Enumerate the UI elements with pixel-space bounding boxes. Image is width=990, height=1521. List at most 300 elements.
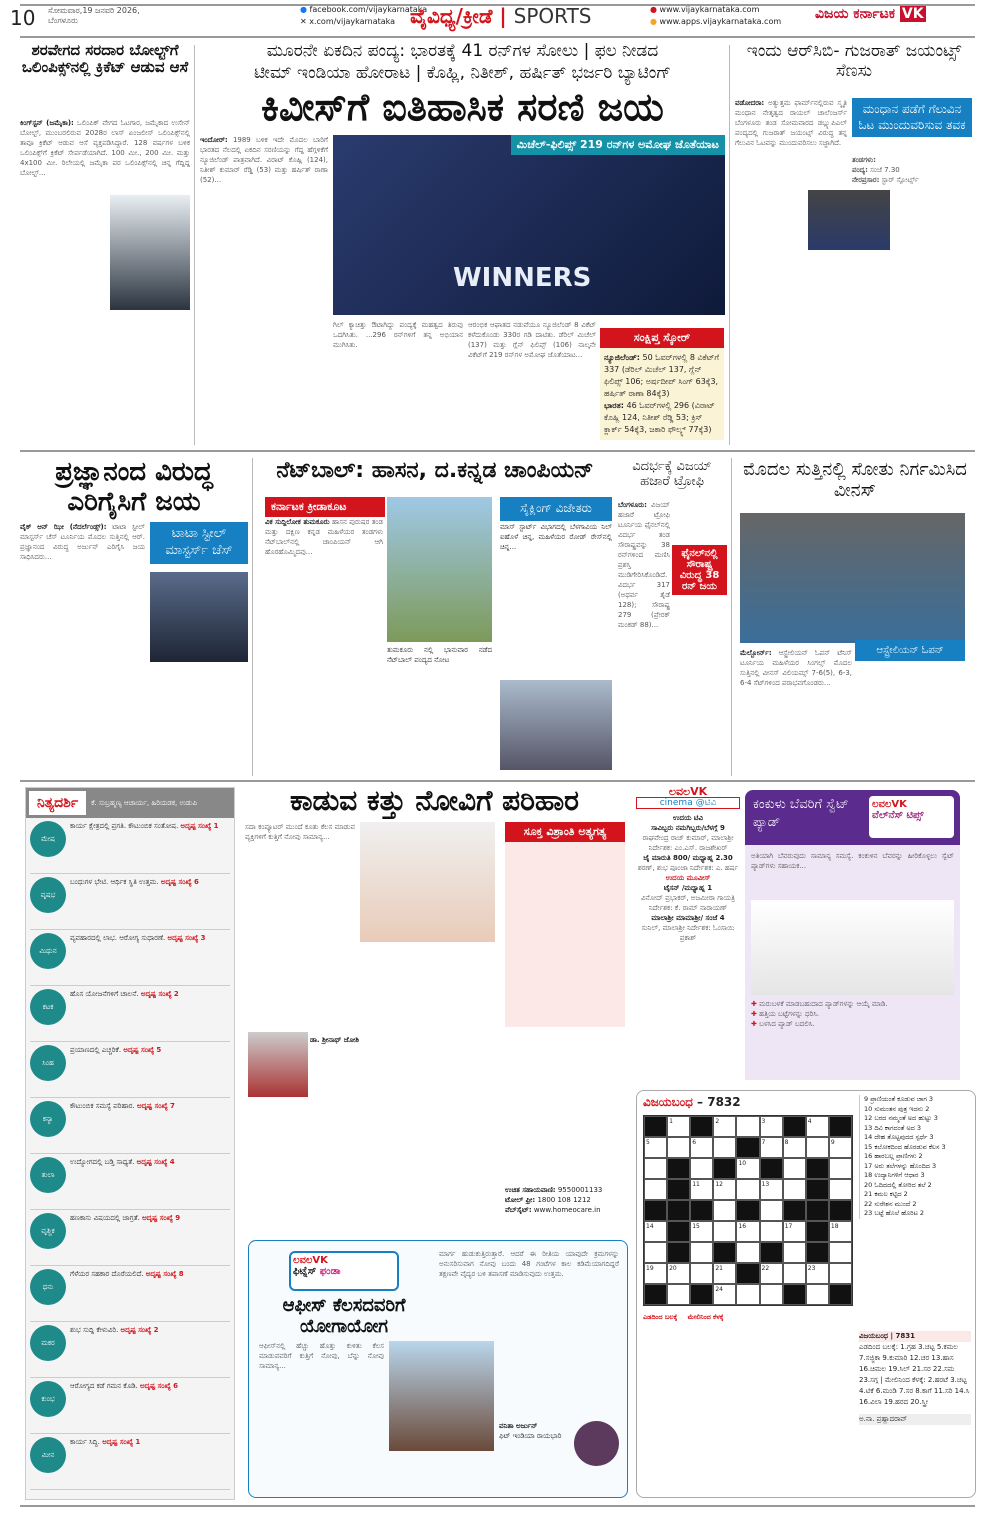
crossword-cell[interactable] bbox=[667, 1284, 690, 1305]
zodiac-icon: ಸಿಂಹ bbox=[30, 1045, 66, 1081]
logo-badge: VK bbox=[901, 6, 924, 22]
score-title: ಸಂಕ್ಷಿಪ್ತ ಸ್ಕೋರ್ bbox=[600, 328, 724, 348]
chess-photo bbox=[150, 572, 248, 662]
zodiac-icon: ಕುಂಭ bbox=[30, 1381, 66, 1417]
newspaper-logo bbox=[815, 6, 926, 22]
crossword-block bbox=[690, 1284, 713, 1305]
horoscope-text: ಕೌಟುಂಬಿಕ ಸಮಸ್ಯೆ ಪರಿಹಾರ. bbox=[70, 1102, 135, 1110]
phone-number[interactable]: 9550001133 bbox=[557, 1186, 603, 1194]
hazare-headline: ವಿದರ್ಭಕ್ಕೆ ವಿಜಯ್ ಹಜಾರೆ ಟ್ರೋಫಿ bbox=[632, 459, 712, 489]
fitness-funda-logo bbox=[289, 1251, 399, 1291]
crossword-cell[interactable] bbox=[736, 1284, 759, 1305]
karnataka-games-tag: ಕರ್ನಾಟಕ ಕ್ರೀಡಾಕೂಟ bbox=[265, 497, 385, 517]
crossword-cell[interactable] bbox=[644, 1242, 667, 1263]
wellness-tip bbox=[751, 1019, 954, 1029]
crossword-clue: 18 ಉದ್ಯಾನಿಗಳಿಗೆ ಆಧಾರ 3 bbox=[864, 1171, 925, 1179]
crossword-block bbox=[806, 1179, 829, 1200]
channel-udaya-movies: ಉದಯ ಮೂವೀಸ್ bbox=[665, 874, 711, 882]
crossword-cell[interactable]: 5 bbox=[644, 1137, 667, 1158]
lucky-number: 1 bbox=[213, 822, 219, 830]
horoscope-item bbox=[30, 1098, 230, 1154]
crossword-clue: 16 ಹಾರಬಲ್ಲ ಪ್ರಾಣಿಗಳು 2 bbox=[864, 1152, 923, 1160]
crossword-cell[interactable] bbox=[736, 1179, 759, 1200]
crossword-cell[interactable] bbox=[783, 1263, 806, 1284]
crossword-cell[interactable] bbox=[667, 1137, 690, 1158]
horoscope-text: ಶುಭ ಸುದ್ದಿ ಕೇಳುವಿರಿ. bbox=[70, 1326, 119, 1334]
winners-banner: WINNERS bbox=[453, 263, 592, 293]
crossword-block bbox=[736, 1137, 759, 1158]
crossword-block bbox=[829, 1284, 852, 1305]
rcb-dateline: ವಡೋದರಾ: bbox=[735, 99, 765, 107]
page-bottom-rule bbox=[20, 1505, 975, 1507]
crossword-block bbox=[644, 1284, 667, 1305]
crossword-cell[interactable] bbox=[760, 1200, 783, 1221]
crossword-block bbox=[713, 1242, 736, 1263]
horoscope-text: ಆರೋಗ್ಯದ ಕಡೆ ಗಮನ ಕೊಡಿ. bbox=[70, 1382, 138, 1390]
crossword-cell[interactable] bbox=[713, 1200, 736, 1221]
crossword-cell[interactable]: 19 bbox=[644, 1263, 667, 1284]
logo-text: ವಿಜಯ ಕರ್ನಾಟಕ bbox=[815, 6, 896, 22]
crossword-clue: 14 ದೇಹ ತೊಟ್ಟಪುದದ ಸ್ಪರ್ಧೆ 3 bbox=[864, 1133, 934, 1141]
crossword-cell[interactable]: 9 bbox=[829, 1137, 852, 1158]
bolt-body: ಒಲಿಂಪಿಕ್ ವೇಗದ ಓಟಗಾರ, ಜಮೈಕಾದ ಉಸೇನ್ ಬೋಲ್ಟ್, ಮುಂಬರಲಿರುವ 2028ರ ಲಾಸ್ ಏಂಜಲೀಸ್ ಒಲಿಂಪಿಕ್ಸ್‌ನಲ್ಲಿ ತಾವೂ ಕ್ರಿಕೆಟ್ ಆಡುವ ಆಸೆ ವ್ಯಕ್ತಪಡಿಸಿದ್ದಾರೆ. 128 ವರ್ಷಗಳ ಬಳಿಕ ಒಲಿಂಪಿಕ್ಸ್‌ಗೆ ಕ್ರಿಕೆಟ್ ಸೇರ್ಪಡೆಯಾಗಿದೆ. 100 ಮೀ., 200 ಮೀ. ಮತ್ತು 4x100 ಮೀ. ರಿಲೇಯಲ್ಲಿ ಜಮೈಕಾ ಪರ ಒಲಿಂಪಿಕ್ಸ್‌ನಲ್ಲಿ ಚಿನ್ನ ಗೆದ್ದಿದ್ದ ಬೋಲ್ಟ್... bbox=[20, 119, 190, 177]
crossword-block bbox=[690, 1200, 713, 1221]
lucky-number: 4 bbox=[169, 1158, 175, 1166]
zodiac-icon: ವೃಶ್ಚಿಕ bbox=[30, 1213, 66, 1249]
divider bbox=[731, 458, 732, 776]
crossword-block bbox=[806, 1221, 829, 1242]
crossword-block bbox=[829, 1116, 852, 1137]
lucky-number: 6 bbox=[193, 878, 199, 886]
short-score-box bbox=[600, 328, 724, 440]
crossword-cell[interactable] bbox=[806, 1284, 829, 1305]
neck-pain-photo bbox=[360, 822, 495, 942]
logo-tag: ವೆಲ್‌ನೆಸ್ ಟಿಪ್ಸ್ bbox=[872, 810, 924, 821]
rcb-body: ಅತ್ಯುತ್ತಮ ಫಾರ್ಮ್‌ನಲ್ಲಿರುವ ಸ್ಮೃತಿ ಮಂಧಾನ ನೇತೃತ್ವದ ರಾಯಲ್ ಚಾಲೆಂಜರ್ಸ್ ಬೆಂಗಳೂರು ತಂಡ ಸೋಮವಾರದ ಡಬ್ಲ್ಯುಪಿಎಲ್ ಪಂದ್ಯದಲ್ಲಿ ಗುಜರಾತ್ ಜಯಂಟ್ಸ್ ವಿರುದ್ಧ ತನ್ನ ಗೆಲುವಿನ ಓಟವನ್ನು ಮುಂದುವರಿಸಲು ಸಜ್ಜಾಗಿದೆ. bbox=[735, 99, 847, 147]
horoscope-item bbox=[30, 1378, 230, 1434]
crossword-block bbox=[829, 1200, 852, 1221]
horoscope-list bbox=[26, 818, 234, 1490]
bolt-photo bbox=[110, 195, 190, 310]
zodiac-icon: ಕಟಕ bbox=[30, 989, 66, 1025]
lucky-label: ಅದೃಷ್ಟ ಸಂಖ್ಯೆ bbox=[180, 822, 212, 830]
crossword-cell[interactable]: 7 bbox=[760, 1137, 783, 1158]
crossword-cell[interactable] bbox=[690, 1242, 713, 1263]
apps-link[interactable]: www.apps.vijaykarnataka.com bbox=[659, 17, 782, 26]
answers-text: ಎಡದಿಂದ ಬಲಕ್ಕೆ: 1.ಗ್ರಹ 3.ಚಟ್ಟ 5.ಕಮಲ 7.ಸಜ್ಜಿಕಾ 9.ಕುಮಾರಿ 12.ಚರ 13.ಹಾಸ 16.ಚಿಮಲ 19.ಸಿಲ್ 21.ಸರ 22.ಸಮ 23.ಸಗ್ಗ | ಮೇಲಿನಿಂದ ಕೆಳಕ್ಕೆ: 2.ಹರಟೆ 3.ಚಟ್ಟ 4.ಟಿಕೆ 6.ಮಂಡಿ 7.ಸರ 8.ಕಾಗೆ 11.ಸರಿ 14.ಸಿ 16.ವಿಲಾ 19.ಹರದ 20.ಸ್ತ್ರೀ bbox=[859, 1343, 970, 1406]
main-kicker-1: ಮೂರನೇ ಏಕದಿನ ಪಂದ್ಯ: ಭಾರತಕ್ಕೆ 41 ರನ್‌ಗಳ ಸೋಲು | ಫಲ ನೀಡದ bbox=[266, 41, 659, 61]
horoscope-item bbox=[30, 874, 230, 930]
crossword-title bbox=[643, 1095, 853, 1110]
doctor-photo bbox=[248, 1032, 308, 1097]
contact-info bbox=[505, 1185, 630, 1215]
horoscope-item bbox=[30, 930, 230, 986]
logo-tag-2: ಫಂಡಾ bbox=[319, 1266, 341, 1277]
rcb-subhead: ಮಂಧಾನ ಪಡೆಗೆ ಗೆಲುವಿನ ಓಟ ಮುಂದುವರಿಸುವ ತವಕ bbox=[852, 98, 972, 137]
wellness-tips bbox=[745, 995, 960, 1033]
show-cast: ಶರಣ್, ಶುಭ ಪೂಂಜಾ ನಿರ್ದೇಶಕ: ಎ. ಹರ್ಷ bbox=[637, 864, 739, 872]
netball-article bbox=[265, 517, 383, 772]
crossword-cell[interactable] bbox=[829, 1179, 852, 1200]
author-role: ಫಿಟ್ ಇಂಡಿಯಾ ರಾಯಭಾರಿ bbox=[499, 1432, 562, 1440]
crossword-name: ವಿಜಯಬಂಧ bbox=[643, 1095, 693, 1109]
wellness-panel bbox=[745, 845, 960, 1080]
crossword-number: – 7832 bbox=[697, 1095, 741, 1109]
horoscope-text: ಗೆಳೆಯರ ಸಹಕಾರ ದೊರೆಯಲಿದೆ. bbox=[70, 1270, 144, 1278]
logo-text: ಲವಲVK bbox=[293, 1255, 328, 1266]
apps-icon: ● bbox=[650, 17, 657, 26]
channel-udaya-tv: ಉದಯ ಟಿವಿ bbox=[672, 814, 704, 822]
lucky-number: 2 bbox=[173, 990, 179, 998]
down-title: ಮೇಲಿನಿಂದ ಕೆಳಕ್ಕೆ bbox=[687, 1313, 724, 1321]
yoga-body-2: ಮಾರ್ಗ ಹುಡುಕುತ್ತಿರುತ್ತಾರೆ. ಆದರೆ ಈ ರೀತಿಯ ಯಾವುದೇ ಕ್ರಮಗಳನ್ನು ಅನುಸರಿಸುವಾಗ ನೋವು ಬಂದು 48 ಗಂಟೆಗಳ ಕಾಲ ಕಡಿಮೆಯಾಗದಿದ್ದರೆ ತಕ್ಷಣವೇ ವೈದ್ಯರ ಬಳಿ ತಪಾಸಣೆ ಮಾಡಿಸುವುದು ಉತ್ತಮ. bbox=[439, 1250, 619, 1278]
lucky-number: 6 bbox=[173, 1382, 178, 1390]
yoga-panel bbox=[248, 1240, 628, 1498]
pragg-headline: ಪ್ರಜ್ಞಾನಂದ ವಿರುದ್ಧ ಎರಿಗೈಸಿಗೆ ಜಯ bbox=[55, 457, 213, 517]
crossword-cell[interactable]: 6 bbox=[690, 1137, 713, 1158]
date-text: ಸೋಮವಾರ,19 ಜನವರಿ 2026, bbox=[48, 6, 140, 15]
facebook-icon: ● bbox=[300, 5, 307, 14]
netball-body: ಹಾಸನ ಪುರುಷರ ತಂಡ ಮತ್ತು ದಕ್ಷಿಣ ಕನ್ನಡ ಮಹಿಳೆಯರ ತಂಡಗಳು ನೆಟ್‌ಬಾಲ್‌ನಲ್ಲಿ ಚಾಂಪಿಯನ್ ಆಗಿ ಹೊರಹೊಮ್ಮಿದವು... bbox=[265, 518, 383, 556]
row-divider bbox=[20, 780, 975, 782]
netball-photo bbox=[387, 497, 492, 642]
tollfree-number[interactable]: 1800 108 1212 bbox=[537, 1196, 591, 1204]
horoscope-text: ಪ್ರಯಾಣದಲ್ಲಿ ಎಚ್ಚರಿಕೆ. bbox=[70, 1046, 122, 1054]
lucky-number: 7 bbox=[170, 1102, 175, 1110]
horoscope-title: ನಿತ್ಯದರ್ಶಿ bbox=[29, 791, 86, 815]
crossword-block bbox=[690, 1116, 713, 1137]
crossword-cell[interactable] bbox=[760, 1221, 783, 1242]
main-article-intro bbox=[200, 135, 328, 315]
divider bbox=[729, 45, 730, 445]
yoga-photo bbox=[389, 1341, 494, 1451]
crossword-cell[interactable]: 23 bbox=[806, 1263, 829, 1284]
horoscope-text: ಉದ್ಯೋಗದಲ್ಲಿ ಬಡ್ತಿ ಸಾಧ್ಯತೆ. bbox=[70, 1158, 135, 1166]
crossword-cell[interactable]: 21 bbox=[713, 1263, 736, 1284]
zodiac-icon: ಮಿಥುನ bbox=[30, 933, 66, 969]
show: ಸಾವಿಬ್ಬರು ನಮಗಿಬ್ಬರು/ಬೆಳಗ್ಗೆ 9 bbox=[651, 824, 725, 832]
wellness-body: ಅತಿಯಾಗಿ ಬೆವರುವುದು ಸಾಮಾನ್ಯ ಸಮಸ್ಯೆ. ಕಂಕುಳಿನ ಬೆವರನ್ನು ಹೀರಿಕೊಳ್ಳಲು ಸ್ವೆಟ್ ಪ್ಯಾಡ್‌ಗಳು ಸಹಾಯಕ... bbox=[751, 852, 954, 870]
globe-icon: ● bbox=[650, 5, 657, 14]
crossword-block bbox=[783, 1116, 806, 1137]
show-cast: ಸುನಿಲ್, ಮಾಲಾಶ್ರೀ ನಿರ್ದೇಶಕ: ಓಂಸಾಯಿ ಪ್ರಕಾಶ್ bbox=[641, 924, 735, 942]
crossword-cell[interactable]: 12 bbox=[713, 1179, 736, 1200]
crossword-block bbox=[736, 1200, 759, 1221]
tip-text: ಹತ್ತಿಯ ಬಟ್ಟೆಗಳನ್ನು ಧರಿಸಿ. bbox=[759, 1010, 820, 1018]
ind-label: ಭಾರತ: bbox=[604, 401, 624, 410]
lucky-number: 3 bbox=[200, 934, 206, 942]
show: ಜೈ ಮಾರುತಿ 800/ ಮಧ್ಯಾಹ್ನ 2.30 bbox=[643, 854, 733, 862]
crossword-clue: 10 ಸುಮಂತನ ಪುತ್ರ ಇದನು 2 bbox=[864, 1104, 930, 1113]
crossword-block bbox=[783, 1284, 806, 1305]
zodiac-icon: ವೃಷಭ bbox=[30, 877, 66, 913]
main-kicker-2: ಟೀಮ್ ಇಂಡಿಯಾ ಹೋರಾಟ | ಕೊಹ್ಲಿ, ನಿತೀಶ್, ಹರ್ಷಿತ್ ಭರ್ಜರಿ ಬ್ಯಾಟಿಂಗ್ bbox=[253, 63, 672, 83]
phone-label: ಉಚಿತ ಸಹಾಯವಾಣಿ: bbox=[505, 1186, 556, 1194]
rest-box bbox=[505, 842, 625, 1027]
crossword-block bbox=[736, 1263, 759, 1284]
match-time: ಸಂಜೆ 7.30 bbox=[870, 166, 900, 174]
zodiac-icon: ಮೀನ bbox=[30, 1437, 66, 1473]
crossword-cell[interactable] bbox=[783, 1242, 806, 1263]
crossword-cell[interactable]: 13 bbox=[760, 1179, 783, 1200]
crossword-cell[interactable] bbox=[829, 1242, 852, 1263]
crossword-block bbox=[667, 1158, 690, 1179]
bullet-icon: ✚ bbox=[751, 1020, 757, 1028]
nz-score: 50 ಓವರ್‌ಗಳಲ್ಲಿ 8 ವಿಕೆಟ್‌ಗೆ 337 (ಡೆರಿಲ್ ಮಿಚೆಲ್ 137, ಗ್ಲೆನ್ ಫಿಲಿಪ್ಸ್ 106; ಅರ್ಷದೀಪ್ ಸಿಂಗ್ 63ಕ್ಕೆ3, ಹರ್ಷಿತ್ ರಾಣಾ 84ಕ್ಕೆ3) bbox=[604, 353, 720, 398]
main-body-3: ಆರಂಭಿಕ ಆಘಾತದ ನಡುವೆಯೂ ನ್ಯೂಜಿಲೆಂಡ್ 8 ವಿಕೆಟ್ ಕಳೆದುಕೊಂಡು 330ರ ಗಡಿ ದಾಟಿತು. ಡೆರಿಲ್ ಮಿಚೆಲ್ (137) ಮತ್ತು ಗ್ಲೆನ್ ಫಿಲಿಪ್ಸ್ (106) ನಾಲ್ಕನೇ ವಿಕೆಟ್‌ಗೆ 219 ರನ್‌ಗಳ ಅಮೋಘ ಜೊತೆಯಾಟ... bbox=[468, 321, 596, 359]
crossword-block bbox=[760, 1158, 783, 1179]
social-links bbox=[300, 4, 427, 28]
crossword-block bbox=[667, 1179, 690, 1200]
crossword-cell[interactable] bbox=[783, 1158, 806, 1179]
zodiac-icon: ತುಲಾ bbox=[30, 1157, 66, 1193]
hazare-article bbox=[618, 500, 670, 772]
zodiac-icon: ಮಕರ bbox=[30, 1325, 66, 1361]
time-label: ಪಂದ್ಯ: bbox=[852, 166, 868, 174]
teams-label: ತಂಡಗಳು: bbox=[852, 156, 876, 164]
cycling-photo bbox=[500, 680, 612, 770]
main-headline: ಕಿವೀಸ್‌ಗೆ ಐತಿಹಾಸಿಕ ಸರಣಿ ಜಯ bbox=[261, 85, 664, 129]
wellness-tips-logo bbox=[869, 796, 954, 838]
website-label: ವೆಬ್‌ಸೈಟ್: bbox=[505, 1206, 532, 1214]
crossword-block bbox=[760, 1242, 783, 1263]
wellness-headline: ಕಂಕುಳು ಬೆವರಿಗೆ ಸ್ವೆಟ್ ಪ್ಯಾಡ್ bbox=[753, 797, 849, 830]
crossword-cell[interactable]: 22 bbox=[760, 1263, 783, 1284]
crossword-block bbox=[667, 1221, 690, 1242]
crossword-cell[interactable] bbox=[760, 1284, 783, 1305]
broadcast-label: ನೇರಪ್ರಸಾರ: bbox=[852, 176, 880, 184]
bullet-icon: ✚ bbox=[751, 1010, 757, 1018]
crossword-cell[interactable] bbox=[806, 1137, 829, 1158]
across-title: ಎಡದಿಂದ ಬಲಕ್ಕೆ bbox=[643, 1313, 678, 1321]
show: ಟೈಸನ್ /ಮಧ್ಯಾಹ್ನ 1 bbox=[663, 884, 713, 892]
cinema-title: cinema @ಟಿವಿ bbox=[636, 797, 740, 809]
lucky-number: 2 bbox=[153, 1326, 159, 1334]
show: ಮಾಲಾಶ್ರೀ ಮಾಮಾಶ್ರೀ/ ಸಂಜೆ 4 bbox=[651, 914, 725, 922]
venus-headline: ಮೊದಲ ಸುತ್ತಿನಲ್ಲಿ ಸೋತು ನಿರ್ಗಮಿಸಿದ ವೀನಸ್ bbox=[743, 459, 967, 501]
horoscope-item bbox=[30, 1322, 230, 1378]
divider bbox=[252, 458, 253, 776]
venus-article bbox=[740, 648, 852, 773]
cinema-tv-panel bbox=[636, 787, 740, 1082]
lucky-label: ಅದೃಷ್ಟ ಸಂಖ್ಯೆ bbox=[140, 1382, 171, 1390]
crossword-cell[interactable]: 4 bbox=[806, 1116, 829, 1137]
crossword-clue: 21 ಕಮಲ ಕಟ್ಟಿದ 2 bbox=[864, 1190, 908, 1198]
lucky-label: ಅದೃಷ್ಟ ಸಂಖ್ಯೆ bbox=[142, 1214, 173, 1222]
crossword-cell[interactable]: 18 bbox=[829, 1221, 852, 1242]
horoscope-text: ವ್ಯವಹಾರದಲ್ಲಿ ಲಾಭ. ಆರೋಗ್ಯ ಸುಧಾರಣೆ. bbox=[70, 934, 166, 942]
cycling-body: ಮಾಸ್ ಸ್ಟಾರ್ಟ್ ವಿಭಾಗದಲ್ಲಿ ಬೆಳಗಾವಿಯ ನಿಲ್ ಐಹೊಳೆ ಚಿನ್ನ, ಮಹಿಳೆಯರ ರೋಡ್ ರೇಸ್‌ನಲ್ಲಿ ಚಿನ್ನ... bbox=[500, 523, 612, 551]
lucky-label: ಅದೃಷ್ಟ ಸಂಖ್ಯೆ bbox=[120, 1326, 152, 1334]
pragg-dateline: ವೈಕ್ ಆನ್ ಝೀ (ನೆದರ್ಲೆಂಡ್ಸ್): bbox=[20, 523, 107, 531]
crossword-cell[interactable]: 14 bbox=[644, 1221, 667, 1242]
lavalavk-logo: ಲವಲVK bbox=[668, 785, 708, 798]
crossword-cell[interactable] bbox=[713, 1137, 736, 1158]
x-link[interactable]: x.com/vijaykarnataka bbox=[309, 17, 396, 26]
crossword-credit: ಅ.ನಾ. ಪ್ರಹ್ಲಾದರಾವ್ bbox=[859, 1414, 971, 1425]
crossword-cell[interactable] bbox=[690, 1263, 713, 1284]
page-number: 10 bbox=[10, 6, 36, 30]
crossword-clue: 13 ದಿವಿ ಕಾಗದಂತೆ ಅದ 3 bbox=[864, 1123, 922, 1132]
netball-dateline: ವಿಕ ಸುದ್ದಿಲೋಕ ತುಮಕೂರು bbox=[265, 518, 330, 526]
horoscope-text: ಹೊಸ ಯೋಜನೆಗಳಿಗೆ ಚಾಲನೆ. bbox=[70, 990, 139, 998]
venus-photo bbox=[740, 513, 965, 643]
pragg-article bbox=[20, 522, 145, 772]
crossword-cell[interactable]: 8 bbox=[783, 1137, 806, 1158]
crossword-cell[interactable]: 1 bbox=[667, 1116, 690, 1137]
horoscope-item bbox=[30, 818, 230, 874]
lucky-number: 8 bbox=[178, 1270, 184, 1278]
crossword-cell[interactable] bbox=[783, 1179, 806, 1200]
crossword-cell[interactable]: 20 bbox=[667, 1263, 690, 1284]
crossword-clue: 20 ಓದಿದದಲ್ಲಿ ತೋರಿದ ತಲೆ 2 bbox=[864, 1180, 932, 1189]
horoscope-item bbox=[30, 1210, 230, 1266]
section-kannada: ವೈವಿಧ್ಯ/ಕ್ರೀಡೆ bbox=[410, 4, 493, 28]
main-body-1: 1989 ಬಳಿಕ ಇದೇ ಮೊದಲ ಬಾರಿಗೆ ಭಾರತದ ನೆಲದಲ್ಲಿ ಏಕದಿನ ಸರಣಿಯನ್ನು ಗೆದ್ದ ಹೆಗ್ಗಳಿಕೆಗೆ ನ್ಯೂಜಿಲೆಂಡ್ ಪಾತ್ರವಾಗಿದೆ. ವಿರಾಟ್ ಕೊಹ್ಲಿ (124), ನಿತೀಶ್ ಕುಮಾರ್ ರೆಡ್ಡಿ (53) ಮತ್ತು ಹರ್ಷಿತ್ ರಾಣಾ (52)... bbox=[200, 136, 328, 184]
horoscope-text: ಕಾರ್ಯ ಸಿದ್ಧಿ. bbox=[70, 1438, 101, 1446]
crossword-block bbox=[806, 1158, 829, 1179]
crossword-cell[interactable]: 17 bbox=[783, 1221, 806, 1242]
hazare-body: ವಿಜಯ್ ಹಜಾರೆ ಟ್ರೋಫಿ ಟೂರ್ನಿಯ ಫೈನಲ್‌ನಲ್ಲಿ ವಿದರ್ಭ ತಂಡ ಸೌರಾಷ್ಟ್ರವನ್ನು 38 ರನ್‌ಗಳಿಂದ ಮಣಿಸಿ ಪ್ರಶಸ್ತಿ ಮುಡಿಗೇರಿಸಿಕೊಂಡಿದೆ. ವಿದರ್ಭ 317 (ಅಥರ್ವ ತೈಡೆ 128); ಸೌರಾಷ್ಟ್ರ 279 (ಪ್ರೇರಕ್ ಮಂಕಡ್ 88)... bbox=[618, 501, 670, 629]
cycling-title: ಸೈಕ್ಲಿಂಗ್ ವಿಜೇತರು bbox=[500, 497, 612, 521]
lucky-number: 1 bbox=[135, 1438, 141, 1446]
horoscope-item bbox=[30, 1154, 230, 1210]
lucky-number: 5 bbox=[156, 1046, 162, 1054]
crossword-cell[interactable] bbox=[713, 1221, 736, 1242]
section-english: SPORTS bbox=[513, 4, 592, 28]
main-dateline: ಇಂದೋರ್: bbox=[200, 136, 228, 144]
x-icon: ✕ bbox=[300, 17, 307, 26]
horoscope-author: ಕೆ. ಸುಬ್ರಹ್ಮಣ್ಯ ಆಚಾರ್ಯ, ಹಿರಿಯಡಕ, ಉಡುಪಿ bbox=[91, 798, 198, 807]
yoga-body: ಆಫೀಸ್‌ನಲ್ಲಿ ಹೆಚ್ಚು ಹೊತ್ತು ಕುಳಿತು ಕೆಲಸ ಮಾಡುವವರಿಗೆ ಕುತ್ತಿಗೆ ನೋವು, ಬೆನ್ನು ನೋವು ಸಾಮಾನ್ಯ... bbox=[259, 1342, 384, 1370]
show-cast: ವಿನೋದ್ ಪ್ರಭಾಕರ್, ಅಜಮೀರಾ ಗಾಯತ್ರಿ ನಿರ್ದೇಶಕ: ಕೆ. ರಾಮ್ ನಾರಾಯಣ್ bbox=[641, 894, 735, 912]
facebook-link[interactable]: facebook.com/vijaykarnataka bbox=[309, 5, 428, 14]
crossword-cell[interactable] bbox=[736, 1116, 759, 1137]
issue-date bbox=[48, 6, 140, 26]
rcb-match-info bbox=[852, 155, 972, 445]
crossword-cell[interactable]: 2 bbox=[713, 1116, 736, 1137]
crossword-cell[interactable]: 3 bbox=[760, 1116, 783, 1137]
crossword-clue: 17 ಅರು ತಲೆಗಳನ್ನು ಹೊಂದಿದ 3 bbox=[864, 1161, 937, 1170]
crossword-cell[interactable] bbox=[690, 1158, 713, 1179]
row-divider bbox=[20, 450, 975, 452]
crossword-clue-headings bbox=[643, 1313, 853, 1322]
lucky-label: ಅದೃಷ್ಟ ಸಂಖ್ಯೆ bbox=[160, 878, 192, 886]
kiwis-team-photo bbox=[333, 135, 725, 315]
horoscope-text: ಹಣಕಾಸು ವಿಷಯದಲ್ಲಿ ಜಾಗ್ರತೆ. bbox=[70, 1214, 140, 1222]
city-text: ಬೆಂಗಳೂರು bbox=[48, 16, 78, 25]
crossword-cell[interactable] bbox=[644, 1158, 667, 1179]
crossword-cell[interactable] bbox=[829, 1263, 852, 1284]
crossword-clue: 9 ಪ್ರಾಣಿಯಂತೆ ಕೂಡುವ ಜಾಗ 3 bbox=[864, 1095, 934, 1103]
crossword-cell[interactable]: 10 bbox=[736, 1158, 759, 1179]
hazare-dateline: ಬೆಂಗಳೂರು: bbox=[618, 501, 647, 509]
horoscope-item bbox=[30, 986, 230, 1042]
tip-text: ಬಳಸಿದ ಪ್ಯಾಡ್ ಬದಲಿಸಿ. bbox=[759, 1020, 815, 1028]
crossword-clue: 12 ಬರದ ನಮ್ಮಂತೆ ಅದ ಹುಟ್ಟು 3 bbox=[864, 1114, 938, 1122]
crossword-clue: 22 ಸುರೇಶನ ಮುಂದೆ 2 bbox=[864, 1199, 917, 1208]
photo-caption: ಮಿಚೆಲ್-ಫಿಲಿಪ್ಸ್ 219 ರನ್‌ಗಳ ಅಮೋಘ ಜೊತೆಯಾಟ bbox=[511, 135, 725, 155]
yoga-author bbox=[499, 1421, 579, 1441]
lucky-number: 9 bbox=[175, 1214, 181, 1222]
zodiac-icon: ಮೇಷ bbox=[30, 821, 66, 857]
crossword-cell[interactable]: 11 bbox=[690, 1179, 713, 1200]
author-name: ವನಿತಾ ಅರ್ಜುನ್ bbox=[499, 1422, 538, 1430]
crossword-cell[interactable] bbox=[736, 1242, 759, 1263]
venus-body: ಆಸ್ಟ್ರೇಲಿಯನ್ ಓಪನ್ ಟೆನಿಸ್ ಟೂರ್ನಿಯ ಮಹಿಳೆಯರ ಸಿಂಗಲ್ಸ್ ಮೊದಲ ಸುತ್ತಿನಲ್ಲಿ ವೀನಸ್ ವಿಲಿಯಮ್ಸ್ 7-6(5), 6-3, 6-4 ಸೆಟ್‌ಗಳಿಂದ ಪರಾಭವಗೊಂಡರು... bbox=[740, 649, 852, 687]
doctor-name: ಡಾ. ಶ್ರೀನಾಥ್ ಜೋಶಿ bbox=[310, 1036, 360, 1044]
author-photo bbox=[574, 1421, 619, 1466]
wellness-tip bbox=[751, 1009, 954, 1019]
lucky-label: ಅದೃಷ್ಟ ಸಂಖ್ಯೆ bbox=[140, 990, 172, 998]
crossword-block bbox=[644, 1116, 667, 1137]
horoscope-header bbox=[26, 788, 234, 818]
crossword-clue: 23 ಬಟ್ಟೆ ಹೊಲೆ ಹೊರಿಟ 2 bbox=[864, 1209, 925, 1217]
lucky-label: ಅದೃಷ್ಟ ಸಂಖ್ಯೆ bbox=[136, 1158, 168, 1166]
bolt-dateline: ಕಿಂಗ್‌ಸ್ಟನ್ (ಜಮೈಕಾ): bbox=[20, 119, 74, 127]
ind-score: 46 ಓವರ್‌ಗಳಲ್ಲಿ 296 (ವಿರಾಟ್ ಕೊಹ್ಲಿ 124, ನಿತೀಶ್ ರೆಡ್ಡಿ 53; ಕ್ರಿಸ್ ಕ್ಲಾರ್ಕ್ 54ಕ್ಕೆ3, ಜಕಾರಿ ಫೌಲ್ಕ್ಸ್ 77ಕ್ಕೆ3) bbox=[604, 401, 715, 434]
rcb-article bbox=[735, 98, 847, 443]
divider bbox=[194, 45, 195, 445]
show-cast: ರಾಘವೇಂದ್ರ ರಾಜ್ ಕುಮಾರ್, ಮಾಲಾಶ್ರೀ ನಿರ್ದೇಶಕ: ಎಂ.ಎಸ್. ರಾಜಶೇಖರ್ bbox=[642, 834, 734, 852]
crossword-block bbox=[806, 1200, 829, 1221]
netball-photo-caption: ತುಮಕೂರು ನಲ್ಲಿ ಭಾನುವಾರ ನಡೆದ ನೆಟ್‌ಬಾಲ್ ಪಂದ್ಯದ ನೋಟ bbox=[387, 646, 492, 664]
hazare-box: ಫೈನಲ್‌ನಲ್ಲಿ ಸೌರಾಷ್ಟ್ರ ವಿರುದ್ಧ 38 ರನ್ ಜಯ bbox=[672, 545, 727, 595]
yoga-headline: ಆಫೀಸ್ ಕೆಲಸದವರಿಗೆ ಯೋಗಾಯೋಗ bbox=[282, 1295, 406, 1337]
sweat-pad-photo bbox=[751, 900, 954, 995]
crossword-cell[interactable]: 24 bbox=[713, 1284, 736, 1305]
homeocare-link[interactable]: www.homeocare.in bbox=[533, 1206, 601, 1214]
crossword-block bbox=[667, 1242, 690, 1263]
broadcast: ಸ್ಟಾರ್ ಸ್ಪೋರ್ಟ್ಸ್ bbox=[881, 176, 919, 184]
rest-box-title: ಸೂಕ್ತ ವಿಶ್ರಾಂತಿ ಅತ್ಯಗತ್ಯ bbox=[505, 822, 625, 842]
zodiac-icon: ಧನು bbox=[30, 1269, 66, 1305]
pain-headline: ಕಾಡುವ ಕತ್ತು ನೋವಿಗೆ ಪರಿಹಾರ bbox=[290, 784, 579, 817]
lucky-label: ಅದೃಷ್ಟ ಸಂಖ್ಯೆ bbox=[123, 1046, 155, 1054]
crossword-clue: 15 ಕಲೋಕದಿಂದ ಹೊರಡುವ ಕೆಲಸ 3 bbox=[864, 1142, 946, 1151]
crossword-cell[interactable]: 16 bbox=[736, 1221, 759, 1242]
pain-body: ಸದಾ ಕಂಪ್ಯೂಟರ್ ಮುಂದೆ ಕೂತು ಕೆಲಸ ಮಾಡುವ ವ್ಯಕ್ತಿಗಳಿಗೆ ಕುತ್ತಿಗೆ ನೋವು ಸಾಮಾನ್ಯ... bbox=[245, 823, 355, 841]
horoscope-item bbox=[30, 1042, 230, 1098]
crossword-cell[interactable] bbox=[644, 1179, 667, 1200]
bullet-icon: ✚ bbox=[751, 1000, 757, 1008]
horoscope-text: ಕಾರ್ಯ ಕ್ಷೇತ್ರದಲ್ಲಿ ಪ್ರಗತಿ. ಕೌಟುಂಬಿಕ ಸಂತೋಷ. bbox=[70, 822, 179, 830]
answers-title: ವಿಜಯಬಂಧ | 7831 bbox=[859, 1331, 971, 1342]
crossword-grid bbox=[643, 1115, 853, 1306]
crossword-answers bbox=[859, 1331, 971, 1425]
logo-tag-1: ಫಿಟ್ನೆಸ್ bbox=[293, 1266, 317, 1277]
bolt-headline: ಶರವೇಗದ ಸರದಾರ ಬೋಲ್ಟ್‌ಗೆ ಒಲಿಂಪಿಕ್ಸ್‌ನಲ್ಲಿ ಕ್ರಿಕೆಟ್ ಆಡುವ ಆಸೆ bbox=[21, 41, 189, 77]
tollfree-label: ಟೋಲ್ ಫ್ರೀ: bbox=[505, 1196, 536, 1204]
logo-text: ಲವಲVK bbox=[872, 799, 907, 810]
crossword-cell[interactable]: 15 bbox=[690, 1221, 713, 1242]
lucky-label: ಅದೃಷ್ಟ ಸಂಖ್ಯೆ bbox=[167, 934, 199, 942]
crossword-panel bbox=[636, 1090, 976, 1498]
main-body-2: ಗಿಲ್ ಕ್ಯಾಚಿತ್ತು ಔಟಾಗಿದ್ದು ಪಂದ್ಯಕ್ಕೆ ಮಹತ್ವದ ತಿರುವು ಒದಗಿಸಿತು. ...296 ರನ್‌ಗಳಿಗೆ ತನ್ನ ಅಭಿಯಾನ ಮುಗಿಸಿತು. bbox=[333, 321, 463, 349]
crossword-cell[interactable] bbox=[829, 1158, 852, 1179]
crossword-block bbox=[667, 1200, 690, 1221]
crossword-block bbox=[713, 1158, 736, 1179]
website-link[interactable]: www.vijaykarnataka.com bbox=[659, 5, 760, 14]
score-details bbox=[600, 348, 724, 440]
horoscope-item bbox=[30, 1434, 230, 1490]
section-title: ವೈವಿಧ್ಯ/ಕ್ರೀಡೆ | SPORTS bbox=[410, 4, 592, 28]
venus-dateline: ಮೆಲ್ಬೋರ್ನ್: bbox=[740, 649, 772, 657]
rcb-headline: ಇಂದು ಆರ್‌ಸಿಬಿ- ಗುಜರಾತ್ ಜಯಂಟ್ಸ್ ಸೆಣಸು bbox=[746, 41, 962, 81]
crossword-block bbox=[806, 1242, 829, 1263]
nz-label: ನ್ಯೂಜಿಲೆಂಡ್: bbox=[604, 353, 640, 362]
lucky-label: ಅದೃಷ್ಟ ಸಂಖ್ಯೆ bbox=[145, 1270, 177, 1278]
